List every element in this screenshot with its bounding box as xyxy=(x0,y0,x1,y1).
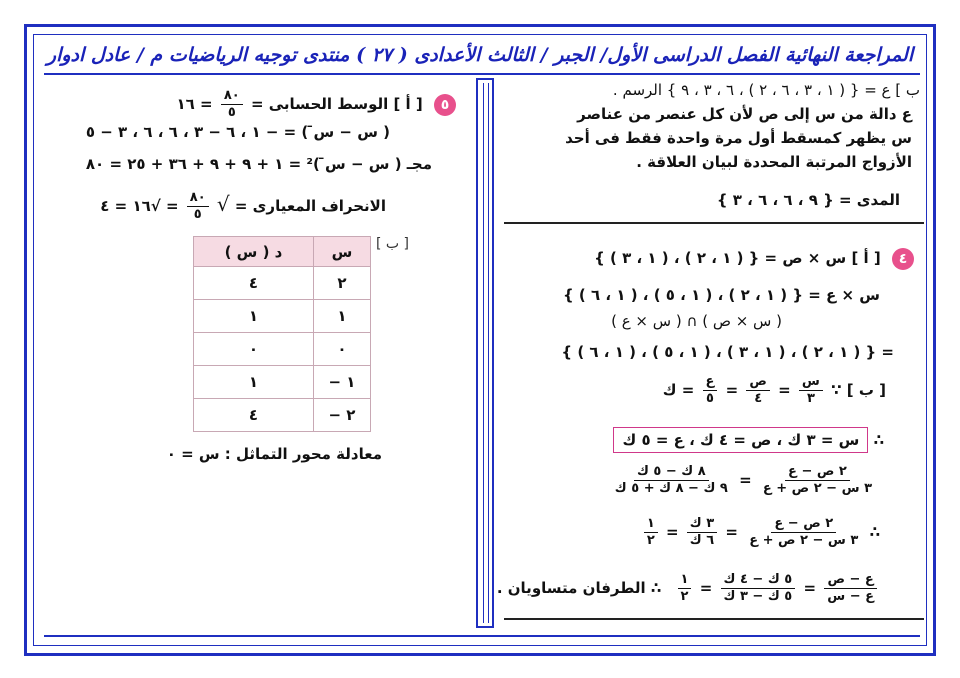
q4b-label: [ ب ] ∵ xyxy=(831,381,886,399)
cell-x: ١ − xyxy=(313,366,370,399)
range-set: المدى = { ٩ ، ٦ ، ٦ ، ٣ } xyxy=(716,191,900,209)
range-line-1: ب ] ع = { ( ١ ، ٣ ، ٦ ، ٢ ) ، ٦ ، ٣ ، ٩ } الرسم . xyxy=(612,81,920,99)
header-rule xyxy=(44,73,920,75)
eq1-left-frac: $\frac{\text{٢ ص − ع}}{\text{٣ س − ٢ ص + ع}}$ xyxy=(762,464,872,496)
section-separator xyxy=(504,222,924,224)
deviation-line: ( س − س̄ ) = − ١ ، ٦ − ٣ ، ٦ ، ٦ ، ٣ − ٥ xyxy=(85,123,390,141)
q4-line-3: ( س × ص ) ∩ ( س × ع ) xyxy=(611,312,782,330)
cell-x: ٠ xyxy=(313,333,370,366)
header-fx: د ( س ) xyxy=(194,237,314,267)
header-x: س xyxy=(313,237,370,267)
frac-s-over-3: $\frac{\text{س}}{٣}$ xyxy=(799,374,823,407)
equation-1: $\frac{\text{٢ ص − ع}}{\text{٣ س − ٢ ص + ع}}$ = $\frac{\text{٨ ك − ٥ ك}}{\text{٩ ك − ٨ ك + ٥ ك}}$ xyxy=(609,464,878,497)
range-line-2: ع دالة من س إلى ص لأن كل عنصر من عناصر xyxy=(577,105,912,123)
boxed-substitution xyxy=(613,427,884,453)
conclusion-text: ∴ الطرفان متساويان . xyxy=(496,579,662,597)
equation-2: ∴ $\frac{\text{٢ ص − ع}}{\text{٣ س − ٢ ص + ع}}$ = $\frac{\text{٣ ك}}{\text{٦ ك}}$ = $\frac{١}{٢}$ xyxy=(641,516,880,549)
range-line-3: س يظهر كمسقط أول مرة واحدة فقط فى أحد xyxy=(565,129,912,147)
table-header-row xyxy=(194,237,371,267)
std-label: الانحراف المعيارى = xyxy=(234,197,386,215)
mean-fraction: $\frac{٨٠}{٥}$ xyxy=(221,88,243,121)
axis-of-symmetry: معادلة محور التماثل : س = ٠ xyxy=(166,445,382,463)
therefore-symbol: ∴ xyxy=(873,431,884,449)
table-row xyxy=(194,333,371,366)
q4-part-a-line-1 xyxy=(594,248,914,270)
eq3-left-frac: $\frac{\text{ع − ص}}{\text{ع − س}}$ xyxy=(824,572,877,605)
q4b-k: = ك xyxy=(662,381,695,399)
eq2-left-frac: $\frac{\text{٢ ص − ع}}{\text{٣ س − ٢ ص + ع}}$ xyxy=(749,516,859,548)
bottom-rule xyxy=(44,635,920,637)
std-deviation-line xyxy=(100,190,386,223)
cell-x: ١ xyxy=(313,300,370,333)
table-row xyxy=(194,366,371,399)
cell-x: ٢ − xyxy=(313,399,370,432)
bottom-separator xyxy=(504,618,924,620)
eq3-mid-frac: $\frac{\text{٥ ك − ٤ ك}}{\text{٥ ك − ٣ ك}}$ xyxy=(721,572,796,605)
table-row xyxy=(194,267,371,300)
equation-3: $\frac{\text{ع − ص}}{\text{ع − س}}$ = $\frac{\text{٥ ك − ٤ ك}}{\text{٥ ك − ٣ ك}}$ = $\frac{١}{٢}$ ∴ الطرفان متساويان . xyxy=(497,572,880,605)
question-4-badge: ٤ xyxy=(892,248,914,270)
eq2-mid-frac: $\frac{\text{٣ ك}}{\text{٦ ك}}$ xyxy=(687,516,717,549)
table-row xyxy=(194,399,371,432)
cell-fx: ١ xyxy=(194,366,314,399)
column-divider xyxy=(476,78,494,628)
sum-squares-line: مجـ ( س − س̄ )² = ١ + ٩ + ٩ + ٣٦ + ٢٥ = ٨٠ xyxy=(85,155,432,173)
eq3-right-frac: $\frac{١}{٢}$ xyxy=(678,572,692,605)
q4-line-1: [ أ ] س × ص = { ( ١ ، ٢ ) ، ( ١ ، ٣ ) } xyxy=(594,249,881,267)
std-result: = √١٦ = ٤ xyxy=(100,197,179,215)
frac-p-over-4: $\frac{\text{ص}}{٤}$ xyxy=(746,374,770,407)
cell-fx: ١ xyxy=(194,300,314,333)
range-line-4: الأزواج المرتبة المحددة لبيان العلاقة . xyxy=(636,153,912,171)
cell-fx: ٠ xyxy=(194,333,314,366)
mean-result: = ١٦ xyxy=(176,95,213,113)
cell-fx: ٤ xyxy=(194,399,314,432)
mean-label: [ أ ] الوسط الحسابى = xyxy=(250,95,423,113)
question-5-badge: ٥ xyxy=(434,94,456,116)
std-fraction: $\frac{٨٠}{٥}$ xyxy=(187,190,209,223)
q4b-ratio-line: [ ب ] ∵ $\frac{\text{س}}{٣}$ = $\frac{\text{ص}}{٤}$ = $\frac{\text{ع}}{٥}$ = ك xyxy=(662,374,886,406)
part-b-label: [ ب ] xyxy=(376,236,410,252)
eq2-right-frac: $\frac{١}{٢}$ xyxy=(644,516,658,549)
sqrt-icon: √ xyxy=(216,192,230,216)
function-values-table xyxy=(193,236,371,432)
table-row xyxy=(194,300,371,333)
cell-fx: ٤ xyxy=(194,267,314,300)
mean-line xyxy=(177,88,457,121)
q4-line-4: = { ( ١ ، ٢ ) ، ( ١ ، ٣ ) ، ( ١ ، ٥ ) ، ( ١ ، ٦ ) } xyxy=(561,343,894,361)
therefore-symbol-2: ∴ xyxy=(869,523,880,541)
frac-e-over-5: $\frac{\text{ع}}{٥}$ xyxy=(703,374,718,407)
substitution-box: س = ٣ ك ، ص = ٤ ك ، ع = ٥ ك xyxy=(613,427,868,453)
eq1-right-frac: $\frac{\text{٨ ك − ٥ ك}}{\text{٩ ك − ٨ ك + ٥ ك}}$ xyxy=(614,464,728,496)
cell-x: ٢ xyxy=(313,267,370,300)
page-title: المراجعة النهائية الفصل الدراسى الأول/ الجبر / الثالث الأعدادى ( ٢٧ ) منتدى توجيه الرياضيات م / عادل ادوار xyxy=(46,44,914,66)
q4-line-2: س × ع = { ( ١ ، ٢ ) ، ( ١ ، ٥ ) ، ( ١ ، ٦ ) } xyxy=(563,286,880,304)
